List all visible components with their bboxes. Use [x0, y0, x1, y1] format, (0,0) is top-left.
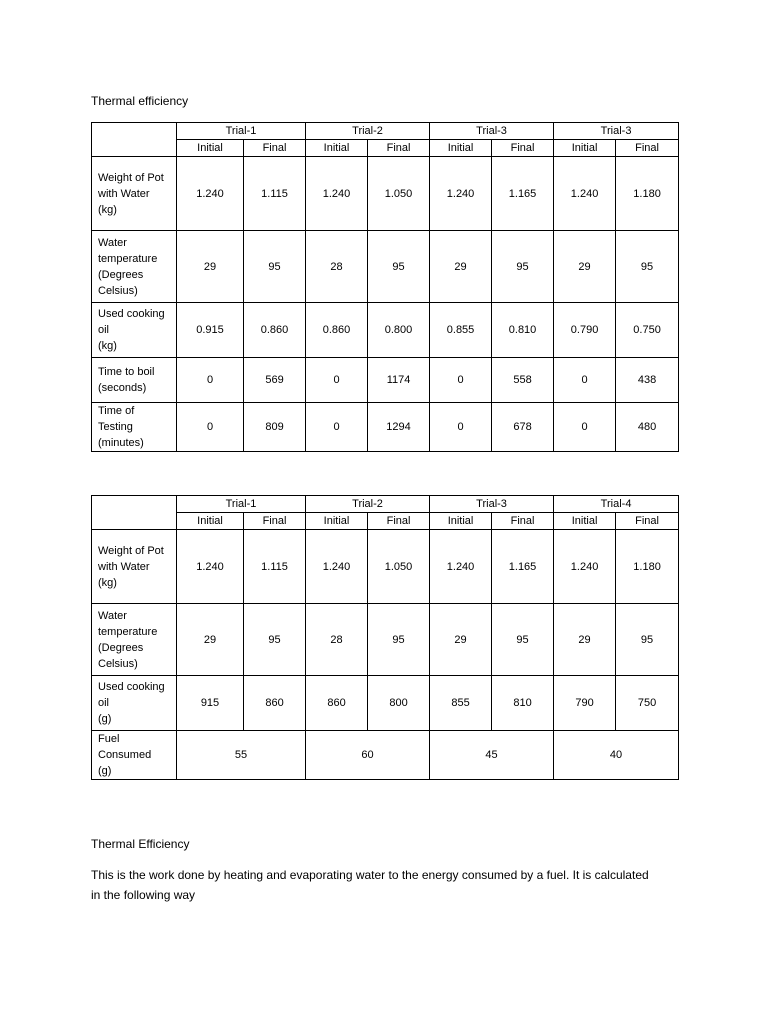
- table-cell: 95: [492, 604, 554, 676]
- row-label-line: Time of: [98, 405, 135, 417]
- row-label: [92, 676, 177, 731]
- table-cell: 1.240: [554, 530, 616, 604]
- row-label-line: Weight of Pot: [98, 544, 164, 557]
- table-row-fuel-consumed: [92, 731, 679, 780]
- table-cell: 1.240: [177, 530, 244, 604]
- row-label: [92, 358, 177, 403]
- table-cell: 1.115: [244, 157, 306, 231]
- table-cell: 1294: [368, 403, 430, 452]
- initial-header: Initial: [430, 140, 492, 157]
- initial-header: Initial: [430, 513, 492, 530]
- table-cell: 95: [492, 231, 554, 303]
- table-cell: 0: [177, 358, 244, 403]
- subheader-row: [92, 513, 679, 530]
- row-label-line: Time to boil: [98, 366, 155, 378]
- final-header: Final: [368, 513, 430, 530]
- table-cell: 915: [177, 676, 244, 731]
- table-cell: 0: [554, 358, 616, 403]
- table-cell: 29: [554, 231, 616, 303]
- row-label: [92, 530, 177, 604]
- table-cell: 0.860: [244, 303, 306, 358]
- trial-header: Trial-2: [306, 123, 430, 140]
- table-cell: 29: [430, 604, 492, 676]
- row-label-line: temperature: [98, 252, 158, 265]
- table-cell: 0: [306, 403, 368, 452]
- table-cell: 95: [368, 604, 430, 676]
- table-cell: 1.240: [430, 157, 492, 231]
- trial-header: Trial-3: [554, 123, 679, 140]
- table-cell: 1.050: [368, 157, 430, 231]
- subheader-row: [92, 140, 679, 157]
- table-cell: 790: [554, 676, 616, 731]
- table-cell: 0.915: [177, 303, 244, 358]
- trial-header: Trial-3: [430, 496, 554, 513]
- table-cell: 860: [244, 676, 306, 731]
- table-row: [92, 530, 679, 604]
- final-header: Final: [368, 140, 430, 157]
- final-header: Final: [492, 140, 554, 157]
- final-header: Final: [492, 513, 554, 530]
- row-label-line: (kg): [98, 576, 117, 589]
- table-cell: 0.855: [430, 303, 492, 358]
- row-label: [92, 303, 177, 358]
- table-cell: 60: [306, 731, 430, 780]
- table-row: [92, 403, 679, 452]
- row-label-header-cell: [92, 496, 177, 530]
- trial-header: Trial-4: [554, 496, 679, 513]
- table-cell: 1.050: [368, 530, 430, 604]
- row-label-line: (g): [98, 765, 112, 777]
- table-cell: 45: [430, 731, 554, 780]
- row-label-line: with Water: [98, 187, 150, 200]
- table-cell: 1.180: [616, 157, 679, 231]
- trial-header: Trial-1: [177, 496, 306, 513]
- table-cell: 29: [430, 231, 492, 303]
- table-cell: 1.240: [430, 530, 492, 604]
- table-row: [92, 676, 679, 731]
- table-cell: 40: [554, 731, 679, 780]
- row-label-line: Fuel: [98, 733, 120, 745]
- table-cell: 0: [430, 358, 492, 403]
- row-label-line: Used cooking: [98, 308, 165, 320]
- table-row: [92, 303, 679, 358]
- table-cell: 29: [554, 604, 616, 676]
- table-cell: 0.810: [492, 303, 554, 358]
- table-cell: 0: [430, 403, 492, 452]
- row-label-line: (Degrees: [98, 641, 144, 654]
- table-cell: 678: [492, 403, 554, 452]
- table-cell: 95: [244, 231, 306, 303]
- row-label-line: (kg): [98, 203, 117, 216]
- table-cell: 1.240: [177, 157, 244, 231]
- table-cell: 29: [177, 604, 244, 676]
- table-cell: 0.860: [306, 303, 368, 358]
- row-label-line: oil: [98, 697, 110, 709]
- table-cell: 860: [306, 676, 368, 731]
- table-cell: 0.800: [368, 303, 430, 358]
- row-label-line: temperature: [98, 625, 158, 638]
- row-label-line: (kg): [98, 340, 117, 352]
- row-label: [92, 157, 177, 231]
- row-label-line: Water: [98, 609, 127, 622]
- description-paragraph: This is the work done by heating and evaporating water to the energy consumed by a fuel. It is calculated in the following way: [91, 868, 649, 902]
- thermal-data-table-2: [91, 495, 679, 780]
- table-cell: 1.240: [306, 157, 368, 231]
- table-cell: 1.240: [554, 157, 616, 231]
- final-header: Final: [244, 140, 306, 157]
- row-label-line: with Water: [98, 560, 150, 573]
- trial-header: Trial-2: [306, 496, 430, 513]
- table-cell: 1.115: [244, 530, 306, 604]
- row-label-line: Used cooking: [98, 681, 165, 693]
- trial-header-row: [92, 123, 679, 140]
- trial-header-row: [92, 496, 679, 513]
- table-cell: 0: [554, 403, 616, 452]
- table-cell: 855: [430, 676, 492, 731]
- table-cell: 1.165: [492, 530, 554, 604]
- table-cell: 95: [616, 604, 679, 676]
- row-label-line: (minutes): [98, 437, 144, 449]
- row-label: [92, 731, 177, 780]
- table-cell: 0.790: [554, 303, 616, 358]
- table-cell: 558: [492, 358, 554, 403]
- table-cell: 0.750: [616, 303, 679, 358]
- initial-header: Initial: [177, 140, 244, 157]
- thermal-data-table-1: [91, 122, 679, 452]
- table-row: [92, 157, 679, 231]
- table-cell: 0: [177, 403, 244, 452]
- section-title: Thermal efficiency: [91, 94, 189, 108]
- table-cell: 438: [616, 358, 679, 403]
- table-cell: 800: [368, 676, 430, 731]
- table-cell: 1.240: [306, 530, 368, 604]
- table-cell: 480: [616, 403, 679, 452]
- table-cell: 809: [244, 403, 306, 452]
- table-cell: 28: [306, 604, 368, 676]
- table-cell: 569: [244, 358, 306, 403]
- row-label-line: (seconds): [98, 382, 147, 394]
- final-header: Final: [616, 513, 679, 530]
- trial-header: Trial-3: [430, 123, 554, 140]
- row-label-line: Celsius): [98, 657, 138, 670]
- initial-header: Initial: [177, 513, 244, 530]
- table-row: [92, 231, 679, 303]
- table-cell: 55: [177, 731, 306, 780]
- table-cell: 810: [492, 676, 554, 731]
- table-cell: 95: [616, 231, 679, 303]
- section-title-2: Thermal Efficiency: [91, 837, 190, 851]
- final-header: Final: [616, 140, 679, 157]
- table-row: [92, 358, 679, 403]
- row-label-line: Consumed: [98, 749, 152, 761]
- row-label: [92, 604, 177, 676]
- final-header: Final: [244, 513, 306, 530]
- row-label-line: Weight of Pot: [98, 171, 164, 184]
- row-label-header-cell: [92, 123, 177, 157]
- table-cell: 1.165: [492, 157, 554, 231]
- table-cell: 28: [306, 231, 368, 303]
- row-label-line: (Degrees: [98, 268, 144, 281]
- initial-header: Initial: [554, 140, 616, 157]
- row-label-line: Water: [98, 236, 127, 249]
- table-cell: 0: [306, 358, 368, 403]
- table-cell: 95: [244, 604, 306, 676]
- initial-header: Initial: [306, 140, 368, 157]
- table-cell: 29: [177, 231, 244, 303]
- row-label-line: Celsius): [98, 284, 138, 297]
- row-label: [92, 231, 177, 303]
- table-cell: 1174: [368, 358, 430, 403]
- row-label-line: (g): [98, 713, 112, 725]
- row-label-line: Testing: [98, 421, 133, 433]
- table-row: [92, 604, 679, 676]
- trial-header: Trial-1: [177, 123, 306, 140]
- table-cell: 750: [616, 676, 679, 731]
- table-cell: 1.180: [616, 530, 679, 604]
- initial-header: Initial: [306, 513, 368, 530]
- row-label: [92, 403, 177, 452]
- initial-header: Initial: [554, 513, 616, 530]
- table-cell: 95: [368, 231, 430, 303]
- row-label-line: oil: [98, 324, 110, 336]
